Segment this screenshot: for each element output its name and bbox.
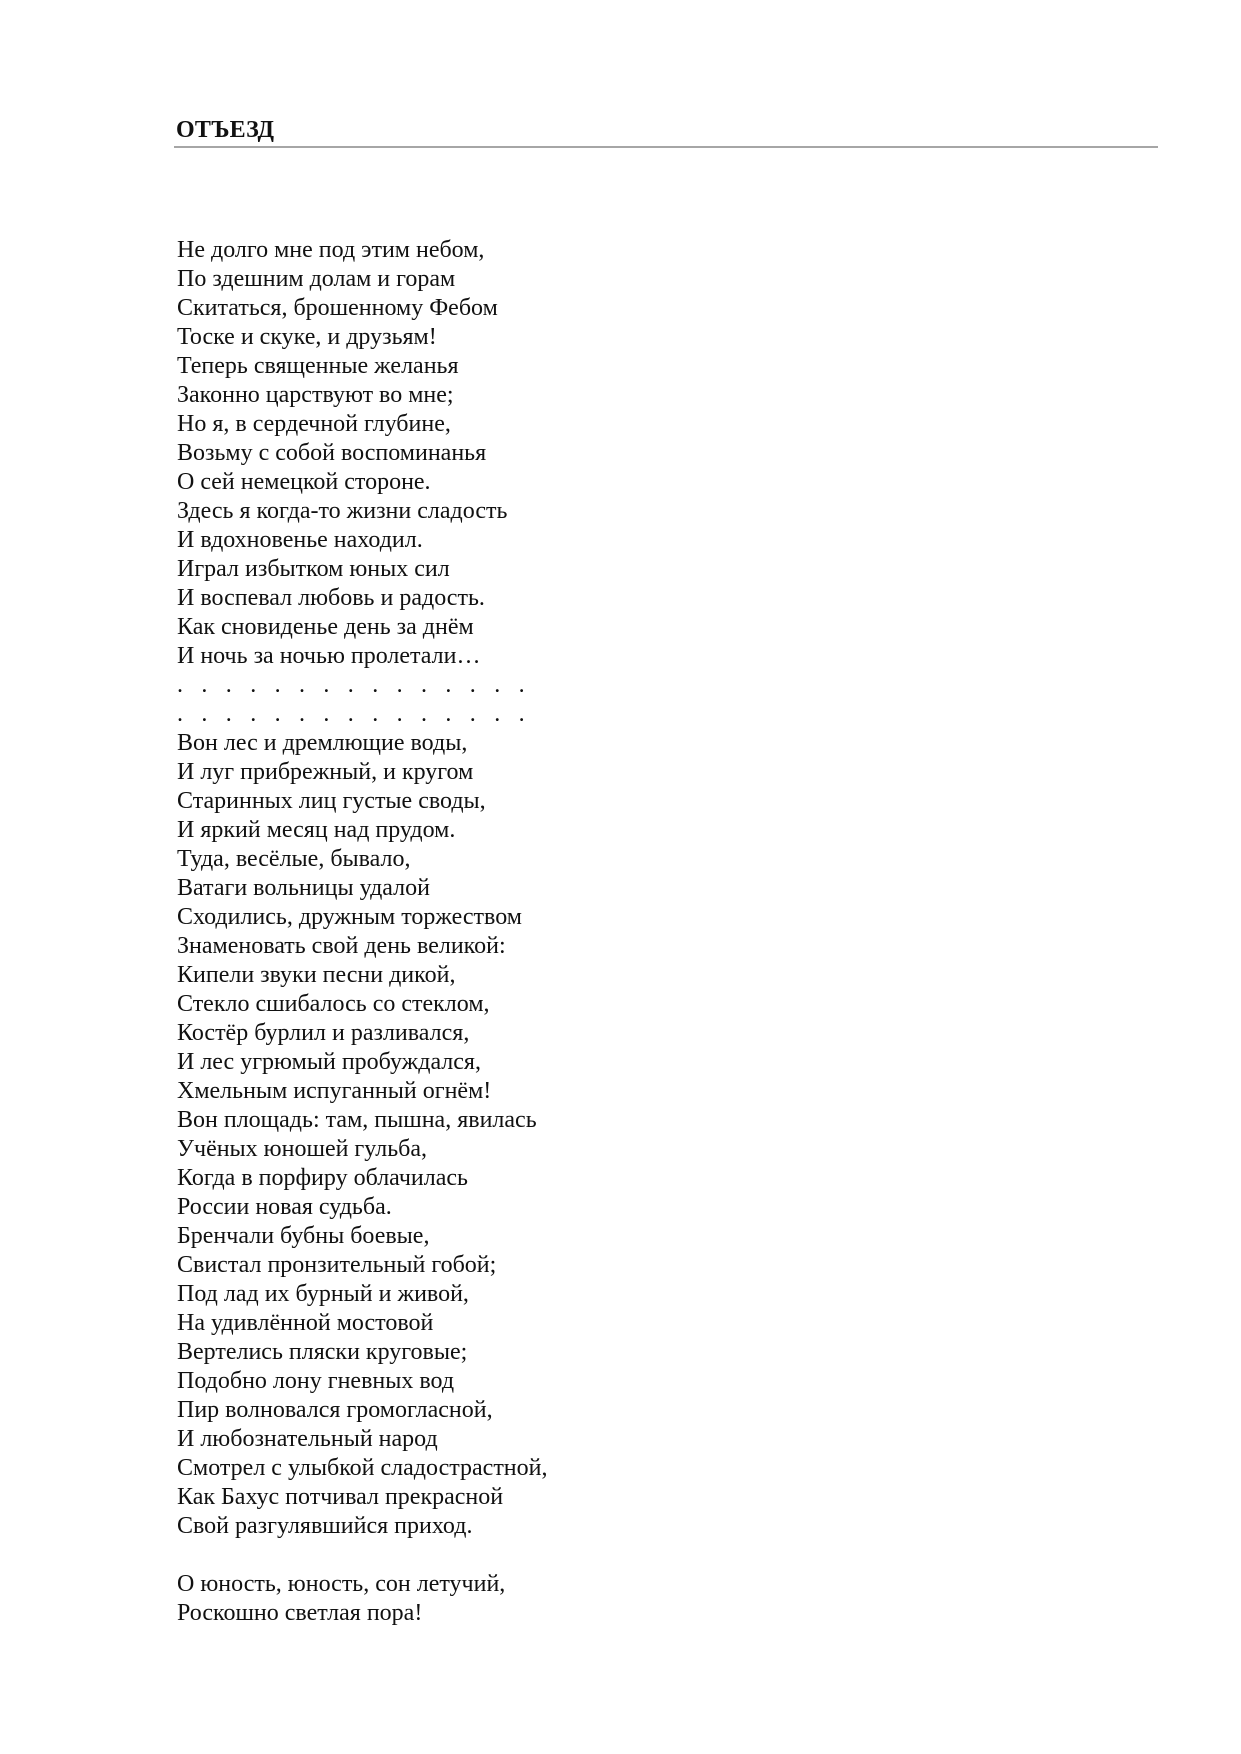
poem-line: Пир волновался громогласной, bbox=[177, 1397, 493, 1423]
poem-line: Свой разгулявшийся приход. bbox=[177, 1513, 473, 1539]
poem-line: Сходились, дружным торжеством bbox=[177, 904, 522, 930]
poem-line: На удивлённой мостовой bbox=[177, 1310, 434, 1336]
poem-line: По здешним долам и горам bbox=[177, 266, 456, 292]
poem-line: И воспевал любовь и радость. bbox=[177, 585, 485, 611]
poem-line: Но я, в сердечной глубине, bbox=[177, 411, 451, 437]
poem-line: Возьму с собой воспоминанья bbox=[177, 440, 487, 466]
poem-line: Под лад их бурный и живой, bbox=[177, 1281, 469, 1307]
poem-line: Костёр бурлил и разливался, bbox=[177, 1020, 470, 1046]
poem-line: Вертелись пляски круговые; bbox=[177, 1339, 468, 1365]
poem-line: Вон лес и дремлющие воды, bbox=[177, 730, 468, 756]
poem-line: Бренчали бубны боевые, bbox=[177, 1223, 430, 1249]
poem-line: Учёных юношей гульба, bbox=[177, 1136, 428, 1162]
poem-line: Туда, весёлые, бывало, bbox=[177, 846, 411, 872]
ellipsis-line: . . . . . . . . . . . . . . . bbox=[177, 672, 531, 698]
poem-line: Подобно лону гневных вод bbox=[177, 1368, 455, 1394]
stanza bbox=[177, 236, 1077, 1541]
poem-line: Играл избытком юных сил bbox=[177, 556, 450, 582]
poem-line: Ватаги вольницы удалой bbox=[177, 875, 430, 901]
poem-line: Кипели звуки песни дикой, bbox=[177, 962, 456, 988]
poem-line: Хмельным испуганный огнём! bbox=[177, 1078, 492, 1104]
poem-line: Не долго мне под этим небом, bbox=[177, 237, 485, 263]
poem-line: Старинных лиц густые своды, bbox=[177, 788, 486, 814]
page-title: ОТЪЕЗД bbox=[176, 117, 275, 143]
poem-line: России новая судьба. bbox=[177, 1194, 392, 1220]
poem-line: Знаменовать свой день великой: bbox=[177, 933, 506, 959]
poem-line: И луг прибрежный, и кругом bbox=[177, 759, 474, 785]
poem-line: Тоске и скуке, и друзьям! bbox=[177, 324, 437, 350]
poem-line: И вдохновенье находил. bbox=[177, 527, 423, 553]
poem-line: О юность, юность, сон летучий, bbox=[177, 1571, 506, 1597]
stanza bbox=[177, 1570, 1077, 1628]
poem-line: Теперь священные желанья bbox=[177, 353, 459, 379]
poem-line: Роскошно светлая пора! bbox=[177, 1600, 423, 1626]
poem-line: Смотрел с улыбкой сладострастной, bbox=[177, 1455, 548, 1481]
poem-line: О сей немецкой стороне. bbox=[177, 469, 431, 495]
poem-line: Стекло сшибалось со стеклом, bbox=[177, 991, 490, 1017]
poem-line: Как сновиденье день за днём bbox=[177, 614, 474, 640]
poem-line: Свистал пронзительный гобой; bbox=[177, 1252, 497, 1278]
poem-line: И яркий месяц над прудом. bbox=[177, 817, 456, 843]
poem-line: Вон площадь: там, пышна, явилась bbox=[177, 1107, 537, 1133]
poem-line: И лес угрюмый пробуждался, bbox=[177, 1049, 481, 1075]
poem-line: Скитаться, брошенному Фебом bbox=[177, 295, 498, 321]
poem-line: Когда в порфиру облачилась bbox=[177, 1165, 468, 1191]
ellipsis-line: . . . . . . . . . . . . . . . bbox=[177, 701, 531, 727]
poem-line: И ночь за ночью пролетали… bbox=[177, 643, 481, 669]
title-divider bbox=[174, 146, 1158, 148]
poem-line: Здесь я когда-то жизни сладость bbox=[177, 498, 508, 524]
poem-line: Законно царствуют во мне; bbox=[177, 382, 454, 408]
poem-line: Как Бахус потчивал прекрасной bbox=[177, 1484, 504, 1510]
poem-line: И любознательный народ bbox=[177, 1426, 438, 1452]
poem-body bbox=[177, 236, 1077, 1628]
